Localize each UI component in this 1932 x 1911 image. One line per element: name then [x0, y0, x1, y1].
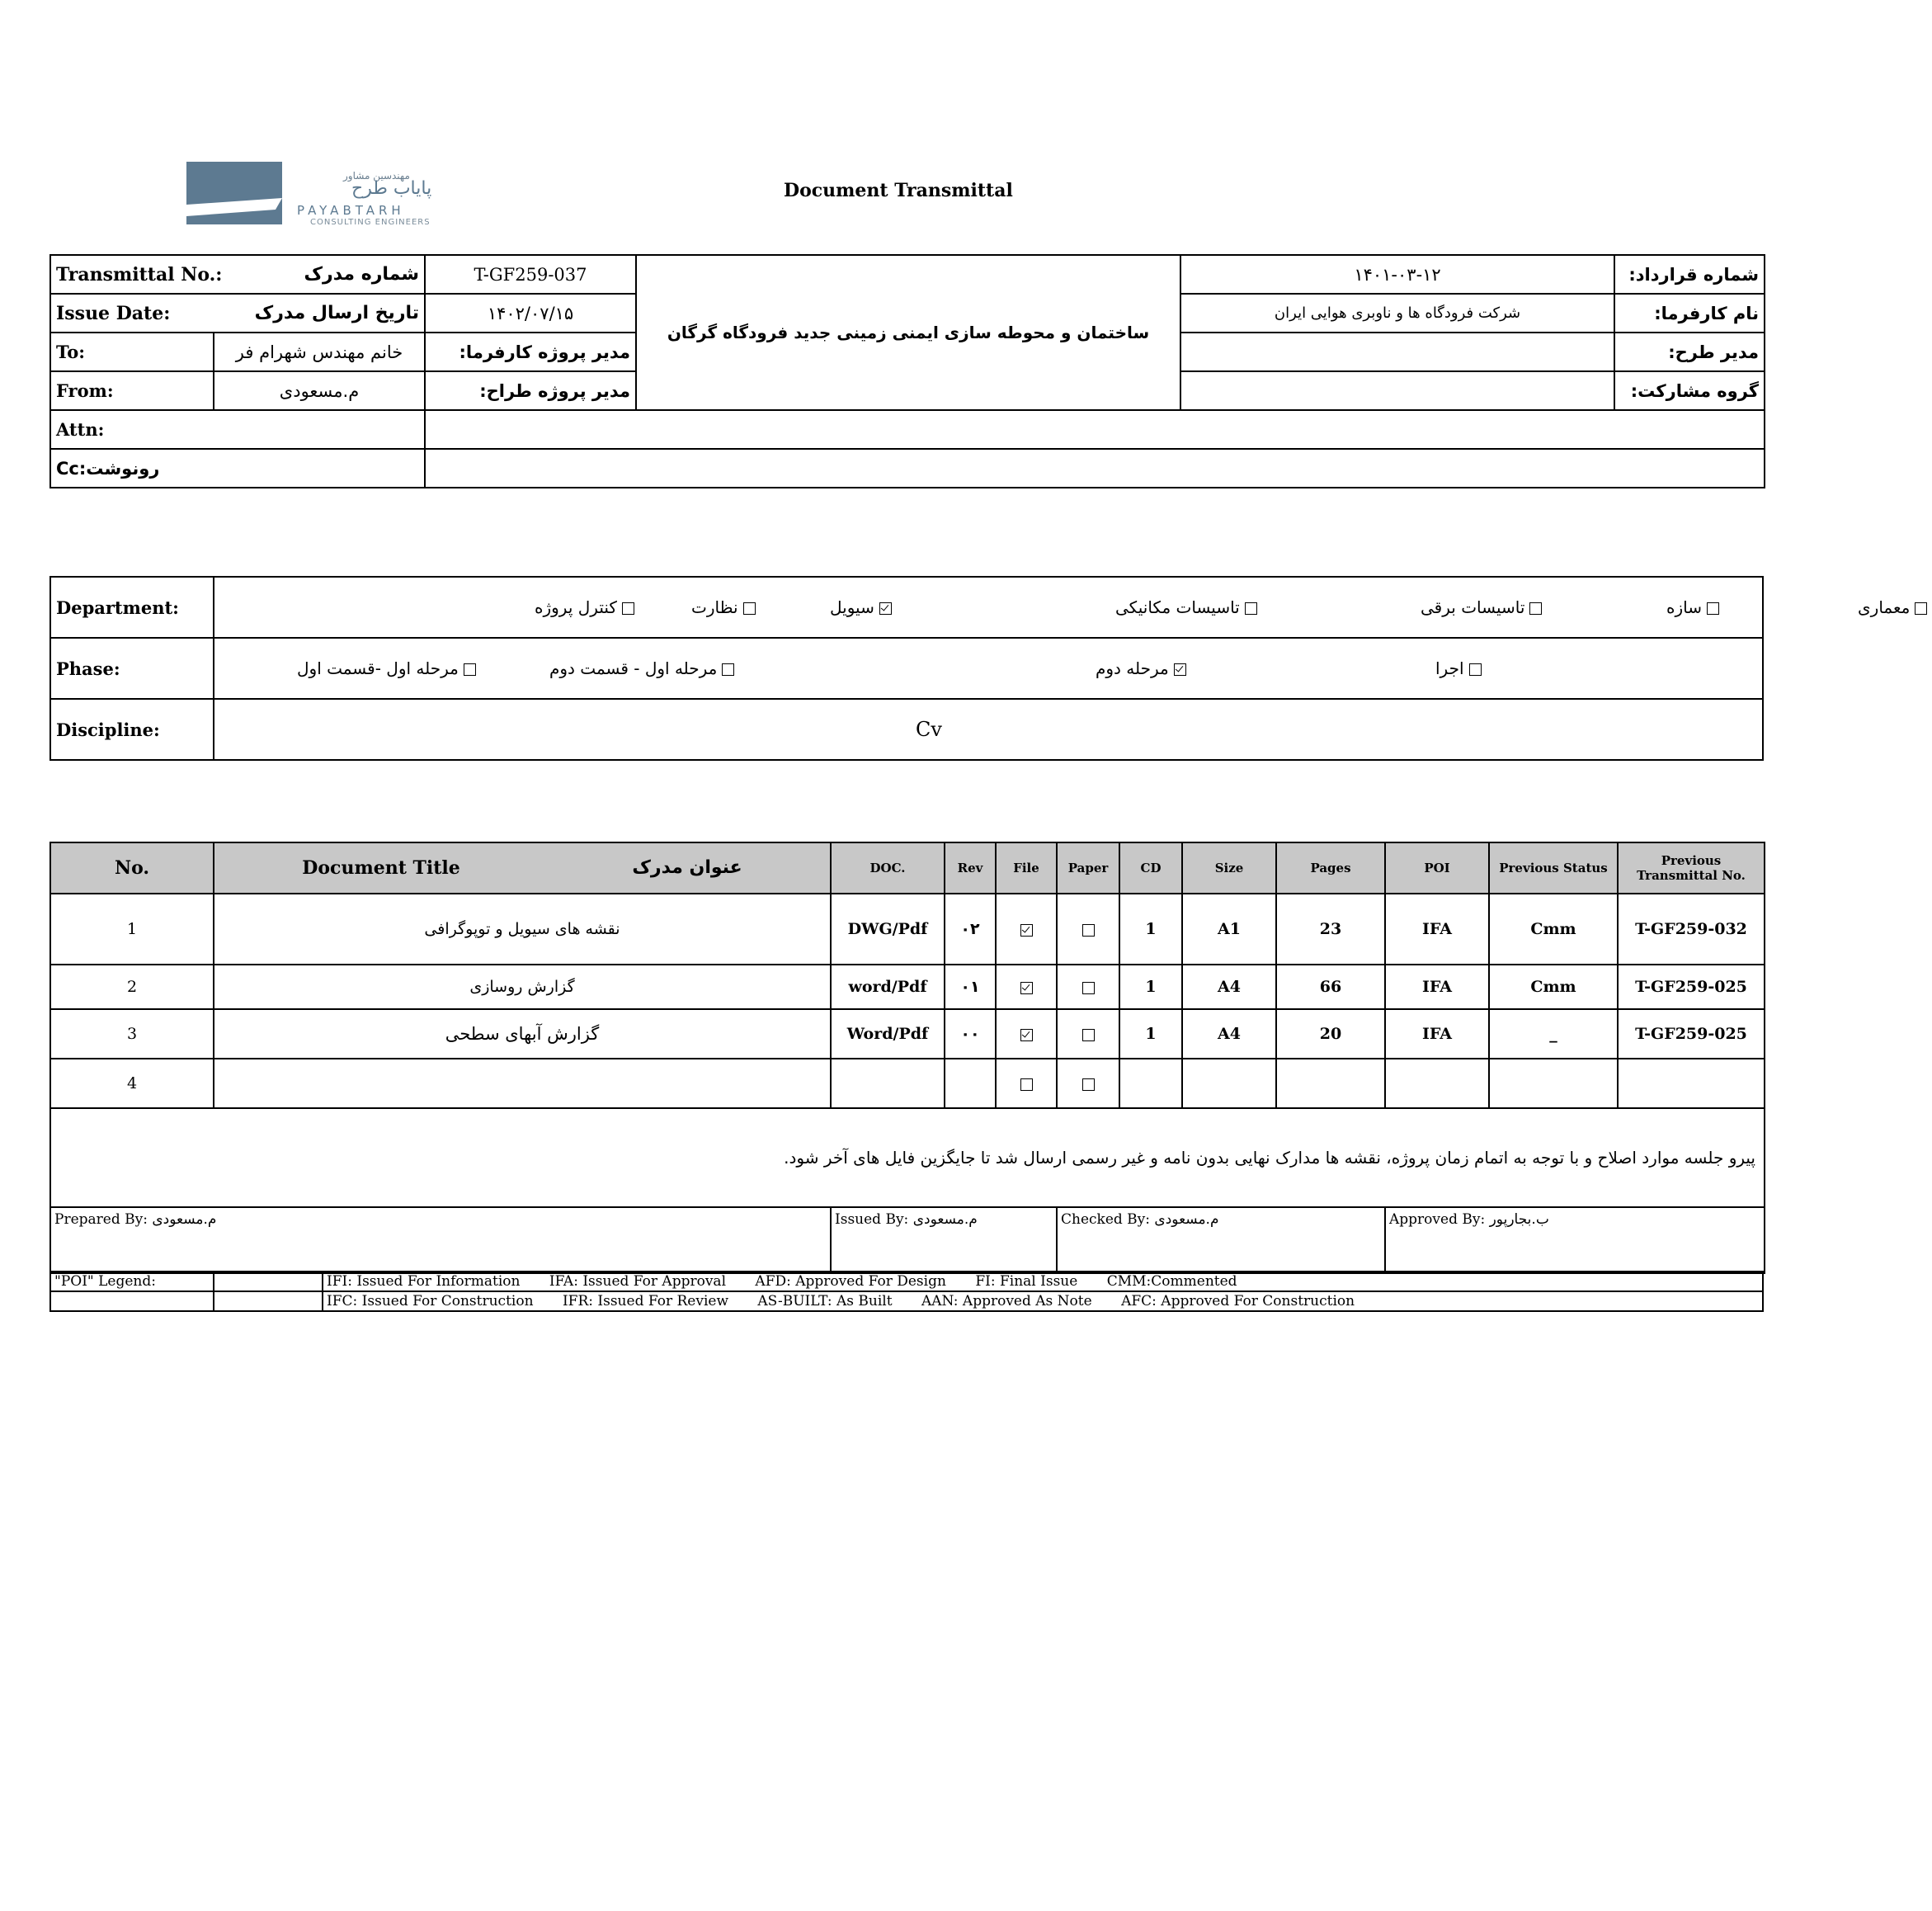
phase-checkbox-0[interactable] [464, 663, 476, 676]
row-title [214, 1059, 831, 1108]
dept-option-civil[interactable] [830, 597, 897, 617]
transmittal-no-value: T-GF259-037 [425, 255, 636, 294]
phase-option-label: مرحله اول - قسمت دوم [549, 658, 718, 678]
company-logo [186, 162, 492, 228]
signature-row [50, 1207, 1765, 1273]
row-doc: word/Pdf [831, 965, 945, 1009]
row-poi [1385, 1059, 1489, 1108]
col-poi: POI [1385, 842, 1489, 894]
dept-option-label: سازه [1666, 597, 1702, 617]
logo-name-fa: پایاب طرح [351, 178, 432, 199]
dept-checkbox-1[interactable] [743, 602, 756, 615]
checked-by-value: م.مسعودی [1154, 1211, 1219, 1228]
documents-table [49, 842, 1765, 1274]
project-title: ساختمان و محوطه سازی ایمنی زمینی جدید فرودگاه گرگان [636, 255, 1180, 410]
designer-value [1180, 333, 1614, 371]
legend-item: FI: Final Issue [975, 1273, 1078, 1290]
row-prev-transmittal: T-GF259-032 [1618, 894, 1765, 965]
row-paper [1057, 1059, 1119, 1108]
discipline-label: Discipline: [50, 699, 214, 760]
legend-item: IFC: Issued For Construction [327, 1293, 534, 1309]
legend-item: AAN: Approved As Note [921, 1293, 1092, 1309]
row-pages: 23 [1276, 894, 1385, 965]
row-file [996, 965, 1057, 1009]
dept-option-structure[interactable] [1666, 597, 1724, 617]
legend-item: IFR: Issued For Review [562, 1293, 728, 1309]
checked-by-cell [1057, 1207, 1385, 1273]
cc-value [425, 449, 1765, 488]
legend-item: AFD: Approved For Design [755, 1273, 946, 1290]
legend-row-2 [323, 1291, 1763, 1311]
table-row [50, 1059, 1765, 1108]
documents-header-row [50, 842, 1765, 894]
col-rev: Rev [945, 842, 996, 894]
phase-checkbox-2[interactable] [1174, 663, 1186, 676]
row-poi: IFA [1385, 1009, 1489, 1059]
paper-checkbox[interactable] [1082, 1029, 1095, 1041]
col-file: File [996, 842, 1057, 894]
col-title-en: Document Title [302, 857, 460, 879]
dept-option-label: کنترل پروژه [535, 597, 617, 617]
col-pages: Pages [1276, 842, 1385, 894]
prepared-by-value: م.مسعودی [152, 1211, 217, 1228]
col-title [214, 842, 831, 894]
issued-by-cell [831, 1207, 1057, 1273]
to-label: To: [50, 333, 214, 371]
row-no: 1 [50, 894, 214, 965]
row-cd [1119, 1059, 1182, 1108]
col-prev-status: Previous Status [1489, 842, 1618, 894]
row-poi: IFA [1385, 965, 1489, 1009]
dept-checkbox-5[interactable] [1707, 602, 1719, 615]
dept-checkbox-0[interactable] [622, 602, 634, 615]
phase-option-label: اجرا [1435, 658, 1464, 678]
phase-option-1-2[interactable] [549, 658, 739, 678]
phase-option-label: مرحله دوم [1096, 658, 1169, 678]
file-checkbox[interactable] [1020, 982, 1033, 994]
table-row [50, 894, 1765, 965]
row-cd: 1 [1119, 965, 1182, 1009]
row-rev [945, 1059, 996, 1108]
to-role: مدیر پروژه کارفرما: [425, 333, 636, 371]
legend-empty [50, 1291, 214, 1311]
phase-option-2[interactable] [1096, 658, 1191, 678]
row-pages [1276, 1059, 1385, 1108]
row-prev-status [1489, 1059, 1618, 1108]
dept-checkbox-3[interactable] [1245, 602, 1257, 615]
logo-mark [186, 162, 282, 224]
dept-checkbox-4[interactable] [1529, 602, 1542, 615]
group-label: گروه مشارکت: [1614, 371, 1765, 410]
contract-no-label: شماره قرارداد: [1614, 255, 1765, 294]
legend-item: AS-BUILT: As Built [757, 1293, 893, 1309]
row-size: A4 [1182, 965, 1276, 1009]
approved-by-value: ب.بجارپور [1489, 1211, 1549, 1228]
row-paper [1057, 894, 1119, 965]
file-checkbox[interactable] [1020, 924, 1033, 937]
dept-option-label: تاسیسات برقی [1421, 597, 1525, 617]
col-prev-transmittal: Previous Transmittal No. [1618, 842, 1765, 894]
dept-option-label: معماری [1858, 597, 1911, 617]
dept-option-label: نظارت [691, 597, 738, 617]
dept-option-electrical[interactable] [1421, 597, 1547, 617]
classification-table [49, 576, 1911, 761]
col-cd: CD [1119, 842, 1182, 894]
from-role: مدیر پروژه طراح: [425, 371, 636, 410]
paper-checkbox[interactable] [1082, 924, 1095, 937]
col-paper: Paper [1057, 842, 1119, 894]
approved-by-label: Approved By: [1389, 1211, 1486, 1228]
legend-item: IFI: Issued For Information [327, 1273, 521, 1290]
legend-row-1 [323, 1272, 1763, 1291]
col-title-fa: عنوان مدرک [632, 857, 742, 878]
row-rev: ۰۰ [945, 1009, 996, 1059]
from-value: م.مسعودی [214, 371, 425, 410]
row-prev-transmittal: T-GF259-025 [1618, 965, 1765, 1009]
row-size: A1 [1182, 894, 1276, 965]
row-prev-status: Cmm [1489, 965, 1618, 1009]
dept-checkbox-2[interactable] [879, 602, 892, 615]
dept-option-label: سیویل [830, 597, 874, 617]
row-rev: ۰۲ [945, 894, 996, 965]
phase-checkbox-1[interactable] [722, 663, 734, 676]
prepared-by-label: Prepared By: [54, 1211, 148, 1228]
transmittal-no-label: Transmittal No.: [56, 263, 223, 285]
phase-option-1-1[interactable] [297, 658, 481, 678]
issue-date-label-cell [50, 294, 425, 333]
from-label: From: [50, 371, 214, 410]
issued-by-value: م.مسعودی [912, 1211, 978, 1228]
row-prev-transmittal: T-GF259-025 [1618, 1009, 1765, 1059]
legend-item: AFC: Approved For Construction [1121, 1293, 1355, 1309]
transmittal-no-label-cell [50, 255, 425, 294]
dept-checkbox-6[interactable] [1915, 602, 1927, 615]
client-value: شرکت فرودگاه ها و ناوبری هوایی ایران [1180, 294, 1614, 333]
row-size: A4 [1182, 1009, 1276, 1059]
legend-label: "POI" Legend: [50, 1272, 214, 1291]
dept-option-label: تاسیسات مکانیکی [1115, 597, 1240, 617]
remarks-note: پیرو جلسه موارد اصلاح و با توجه به اتمام زمان پروژه، نقشه ها مدارک نهایی بدون نامه و غیر رسمی ارسال شد تا جایگزین فایل های آخر شود. [50, 1108, 1765, 1207]
client-label: نام کارفرما: [1614, 294, 1765, 333]
logo-subtitle-en: CONSULTING ENGINEERS [310, 218, 431, 227]
department-options [214, 577, 1911, 638]
poi-legend-table [49, 1271, 1764, 1312]
document-title: Document Transmittal [784, 180, 1013, 201]
cc-label: Cc:رونوشت [50, 449, 425, 488]
legend-item: CMM:Commented [1106, 1273, 1237, 1290]
legend-item: IFA: Issued For Approval [549, 1273, 727, 1290]
to-value: خانم مهندس شهرام فر [214, 333, 425, 371]
row-file [996, 1059, 1057, 1108]
row-rev: ۰۱ [945, 965, 996, 1009]
designer-label: مدیر طرح: [1614, 333, 1765, 371]
col-size: Size [1182, 842, 1276, 894]
row-doc: Word/Pdf [831, 1009, 945, 1059]
paper-checkbox[interactable] [1082, 1078, 1095, 1091]
phase-options [214, 638, 1763, 699]
phase-option-execution[interactable] [1435, 658, 1487, 678]
legend-spacer [214, 1291, 323, 1311]
dept-option-architecture[interactable] [1858, 597, 1932, 617]
dept-option-project-control[interactable] [535, 597, 639, 617]
issue-date-value: ۱۴۰۲/۰۷/۱۵ [425, 294, 636, 333]
header-info-table [49, 254, 1765, 488]
dept-option-mechanical[interactable] [1115, 597, 1262, 617]
file-checkbox[interactable] [1020, 1029, 1033, 1041]
file-checkbox[interactable] [1020, 1078, 1033, 1091]
table-row [50, 1009, 1765, 1059]
row-prev-transmittal [1618, 1059, 1765, 1108]
col-doc: DOC. [831, 842, 945, 894]
issued-by-label: Issued By: [835, 1211, 909, 1228]
row-cd: 1 [1119, 894, 1182, 965]
paper-checkbox[interactable] [1082, 982, 1095, 994]
row-prev-status: _ [1489, 1009, 1618, 1059]
issue-date-label-fa: تاریخ ارسال مدرک [254, 303, 420, 323]
col-no: No. [50, 842, 214, 894]
issue-date-label: Issue Date: [56, 302, 171, 324]
phase-checkbox-3[interactable] [1469, 663, 1482, 676]
group-value [1180, 371, 1614, 410]
row-no: 2 [50, 965, 214, 1009]
row-doc: DWG/Pdf [831, 894, 945, 965]
legend-spacer [214, 1272, 323, 1291]
row-title: گزارش آبهای سطحی [214, 1009, 831, 1059]
row-paper [1057, 965, 1119, 1009]
department-label: Department: [50, 577, 214, 638]
transmittal-no-label-fa: شماره مدرک [304, 264, 420, 285]
row-size [1182, 1059, 1276, 1108]
row-poi: IFA [1385, 894, 1489, 965]
approved-by-cell [1385, 1207, 1765, 1273]
attn-value [425, 410, 1765, 449]
prepared-by-cell [50, 1207, 831, 1273]
row-no: 4 [50, 1059, 214, 1108]
logo-subtitle-fa: مهندسین مشاور [343, 170, 410, 182]
contract-no-value: ۱۴۰۱-۰۳-۱۲ [1180, 255, 1614, 294]
row-pages: 66 [1276, 965, 1385, 1009]
row-file [996, 1009, 1057, 1059]
row-doc [831, 1059, 945, 1108]
row-paper [1057, 1009, 1119, 1059]
attn-label: Attn: [50, 410, 425, 449]
phase-label: Phase: [50, 638, 214, 699]
row-title: گزارش روسازی [214, 965, 831, 1009]
checked-by-label: Checked By: [1061, 1211, 1151, 1228]
row-cd: 1 [1119, 1009, 1182, 1059]
row-pages: 20 [1276, 1009, 1385, 1059]
logo-name-en: PAYABTARH [297, 203, 405, 218]
dept-option-supervision[interactable] [691, 597, 761, 617]
row-title: نقشه های سیویل و توپوگرافی [214, 894, 831, 965]
row-prev-status: Cmm [1489, 894, 1618, 965]
row-no: 3 [50, 1009, 214, 1059]
table-row [50, 965, 1765, 1009]
phase-option-label: مرحله اول -قسمت اول [297, 658, 459, 678]
discipline-value: Cv [214, 699, 1763, 760]
row-file [996, 894, 1057, 965]
